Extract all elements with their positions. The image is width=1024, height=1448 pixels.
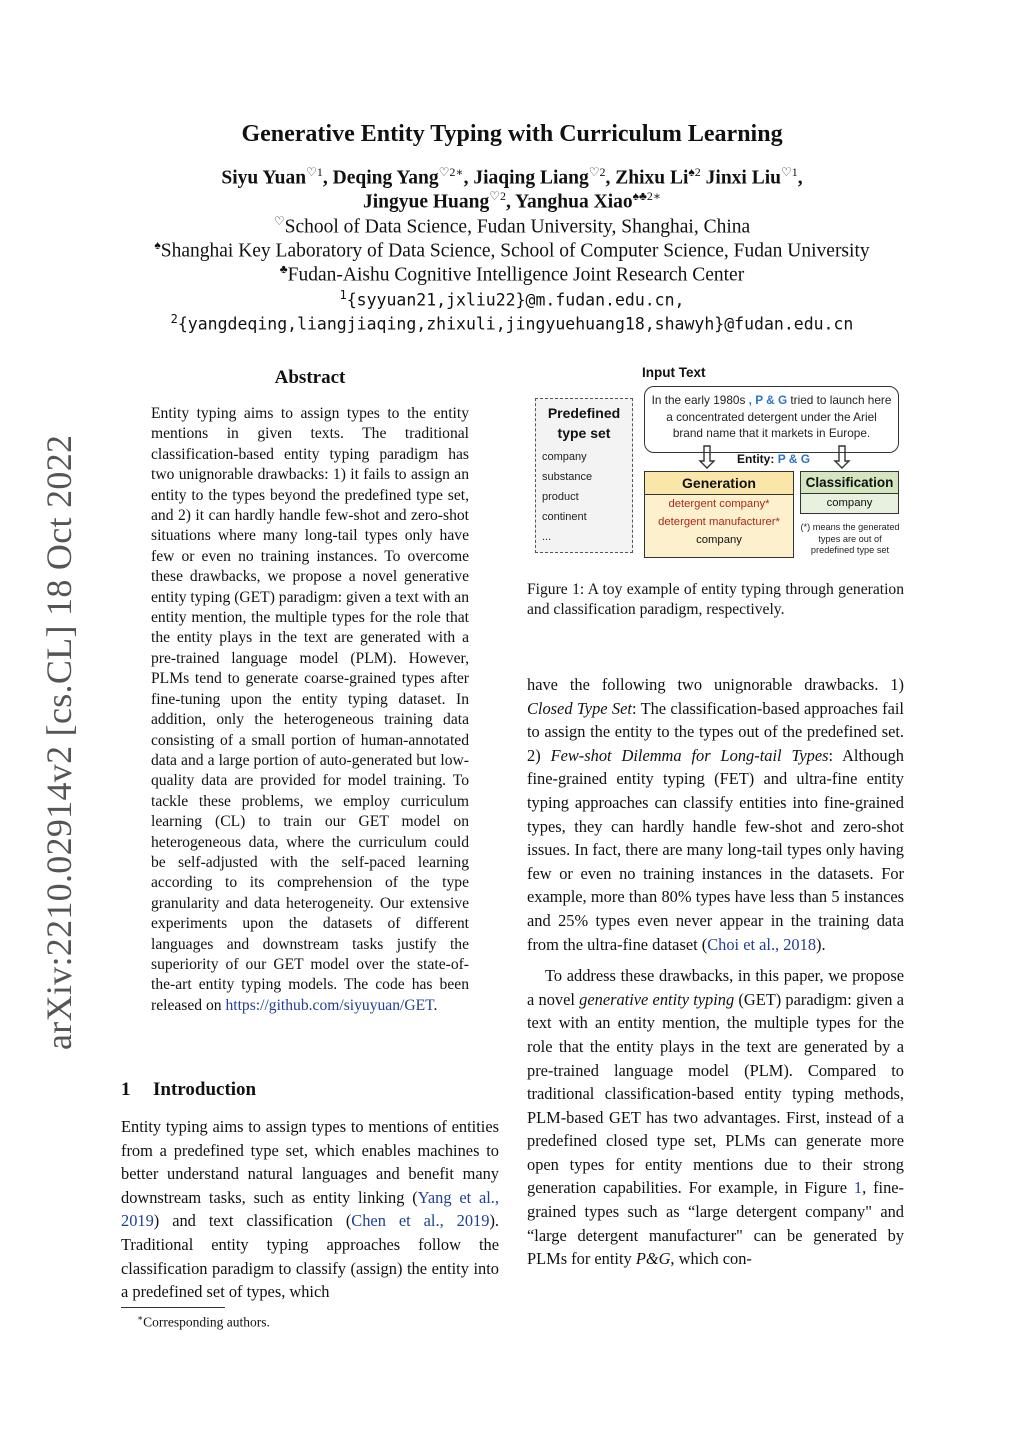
intro-paragraph <box>121 1115 499 1304</box>
footnote-text: Corresponding authors. <box>143 1314 270 1330</box>
input-text: In the early 1980s <box>651 393 749 407</box>
body-text: (GET) paradigm: given a text with an entity mention, the multiple types for the role that the entity plays in the text are generated by a pre-trained language model (PLM). Compared to traditional classification-based entity typing methods, PLM-based GET has two advantages. First, instead of a predefined closed type set, PLMs can generate more open types for entity mentions due to their strong generation capabilities. For example, in Figure <box>527 989 905 1198</box>
abstract-text: Entity typing aims to assign types to the entity mentions in given texts. The traditional classification-based entity typing paradigm has two unignorable drawbacks: 1) it fails to assign an entity to the types beyond the predefined type set, and 2) it can hardly handle few-shot and zero-shot situations where many long-tail types only have few or even no training instances. To overcome these drawbacks, we propose a novel generative entity typing (GET) paradigm: given a text with an entity mention, the multiple types for the role that the entity plays in the text are generated with a pre-trained language model (PLM). However, PLMs tend to generate coarse-grained types after fine-tuning upon the entity typing dataset. In addition, only the heterogeneous training data consisting of a small portion of human-annotated data and a large portion of auto-generated but low-quality data are provided for model training. To tackle these problems, we employ curriculum learning (CL) to train our GET model on heterogeneous data, where the curriculum could be self-adjusted with the self-paced learning according to its comprehension of the type granularity and data heterogeneity. Our extensive experiments upon the datasets of different languages and downstream tasks justify the superiority of our GET model over the state-of-the-art entity typing models. The code has been released on <box>151 405 469 1014</box>
author-mark: ♡2 <box>588 165 606 179</box>
predefined-type-set-box <box>535 398 633 553</box>
classification-heading: Classification <box>801 472 898 494</box>
intro-paragraph <box>527 964 904 1271</box>
introduction-right-column <box>527 673 904 1271</box>
entity-label-text: Entity: <box>737 452 775 466</box>
figure-1 <box>527 360 904 570</box>
author-line-2 <box>0 189 1024 214</box>
code-link[interactable]: https://github.com/siyuyuan/GET <box>225 996 434 1014</box>
entity-value: P & G <box>777 452 811 466</box>
affiliation-text: Shanghai Key Laboratory of Data Science, School of Computer Science, Fudan University <box>160 240 870 262</box>
affiliation-text: Fudan-Aishu Cognitive Intelligence Joint Research Center <box>287 264 745 286</box>
author: Siyu Yuan <box>221 167 307 189</box>
author: , Zhixu Li <box>605 167 689 189</box>
predefined-type: ... <box>542 531 552 543</box>
entity-label <box>737 452 810 466</box>
input-comma: , <box>748 393 752 407</box>
affiliation-text: School of Data Science, Fudan University, Shanghai, China <box>284 216 751 238</box>
author: Jingyue Huang <box>362 191 490 213</box>
email-text: {syyuan21,jxliu22}@m.fudan.edu.cn, <box>346 290 685 310</box>
author-mark: ♠2 <box>688 165 701 179</box>
intro-text: Entity typing aims to assign types to mentions of entities from a predefined type set, which enables machines to better understand natural languages and benefit many downstream tasks, such as entity linking ( <box>121 1117 499 1207</box>
generation-heading: Generation <box>645 472 793 495</box>
figure-reference-link[interactable]: 1 <box>853 1178 863 1198</box>
predefined-type-set-title: Predefined type set <box>547 405 621 441</box>
email-text: {yangdeqing,liangjiaqing,zhixuli,jingyuehuang18,shawyh}@fudan.edu.cn <box>177 314 854 334</box>
email-line-1 <box>0 288 1024 310</box>
author-mark: ♡1 <box>781 165 798 179</box>
email-line-2 <box>0 312 1024 334</box>
author: , Deqing Yang <box>322 167 439 189</box>
predefined-type: company <box>542 451 587 463</box>
predefined-type: product <box>542 491 579 503</box>
abstract-paragraph <box>151 404 469 1016</box>
body-text: , which con- <box>670 1249 752 1269</box>
body-text: , fine-grained types such as “large detergent company" and “large detergent manufacturer" can be generated by PLMs for entity <box>527 1178 905 1269</box>
paper-title: Generative Entity Typing with Curriculum Learning <box>241 121 783 147</box>
citation-link[interactable]: Yang et al., 2019 <box>121 1187 499 1231</box>
body-emphasis: Closed Type Set <box>527 698 632 718</box>
affiliation-3 <box>0 262 1024 287</box>
input-entity: P & G <box>755 393 788 407</box>
body-text: To address these drawbacks, in this paper, we propose a novel <box>527 966 904 1009</box>
email-mark: 1 <box>339 288 347 302</box>
predefined-type: substance <box>542 471 593 483</box>
affiliation-mark: ♡ <box>273 214 285 228</box>
input-text-heading: Input Text <box>642 365 706 380</box>
footnote-rule <box>121 1307 225 1308</box>
citation-link[interactable]: Chen et al., 2019 <box>351 1211 490 1231</box>
generation-box <box>644 471 794 558</box>
section-number: 1 <box>121 1079 131 1100</box>
author: , Yanghua Xiao <box>506 191 633 213</box>
body-text: : The classification-based approaches fail to assign the entity to the types out of the predefined set. 2) <box>527 698 904 765</box>
figure-caption: Figure 1: A toy example of entity typing through generation and classification paradigm, respectively. <box>527 581 904 619</box>
author-separator: , <box>797 167 803 189</box>
body-text: : Although fine-grained entity typing (FET) and ultra-fine entity typing approaches can classify entities into fine-grained types, they can hardly handle few-shot and zero-shot issues. In fact, there are many long-tail types only having few or even no training instances in the datasets. For example, more than 80% types have less than 5 instances and 25% types even never appear in the training data from the ultra-fine dataset ( <box>527 745 904 954</box>
affiliation-2 <box>0 238 1024 263</box>
classified-type: company <box>826 497 873 509</box>
input-text-box <box>644 386 899 453</box>
author: Jinxi Liu <box>700 167 781 189</box>
input-text: tried to launch here a concentrated detergent under the Ariel brand name that it markets in Europe. <box>666 393 892 440</box>
intro-text: ) and text classification ( <box>153 1211 352 1231</box>
body-text: have the following two unignorable drawbacks. 1) <box>527 675 904 694</box>
classification-box <box>800 471 899 514</box>
intro-text: ). Traditional entity typing approaches follow the classification paradigm to classify (assign) the entity into a predefined set of types, which <box>121 1211 499 1302</box>
body-emphasis: generative entity typing <box>579 989 735 1009</box>
email-mark: 2 <box>170 312 178 326</box>
arxiv-identifier-stamp: arXiv:2210.02914v2 [cs.CL] 18 Oct 2022 <box>39 434 79 1050</box>
footnote <box>137 1313 270 1331</box>
abstract-text-end: . <box>433 996 438 1014</box>
introduction-left-column <box>121 1115 499 1304</box>
abstract-body <box>151 404 469 1016</box>
author-mark: ♠♣2∗ <box>632 189 662 203</box>
section-heading-introduction <box>121 1079 256 1101</box>
generated-type: company <box>696 534 742 546</box>
figure-note: (*) means the generated types are out of predefined type set <box>800 522 900 555</box>
generated-type: detergent company* <box>668 498 770 510</box>
abstract-heading: Abstract <box>274 367 346 388</box>
author-mark: ♡1 <box>306 165 323 179</box>
body-text: ). <box>816 934 826 954</box>
predefined-type: continent <box>542 511 587 523</box>
affiliation-1 <box>0 214 1024 239</box>
section-title: Introduction <box>153 1079 257 1100</box>
author-mark: ♡2 <box>489 189 506 203</box>
generated-type: detergent manufacturer* <box>658 516 780 528</box>
affiliation-mark: ♣ <box>279 262 288 276</box>
citation-link[interactable]: Choi et al., 2018 <box>707 934 817 954</box>
intro-paragraph <box>527 673 904 956</box>
author-mark: ♡2∗ <box>438 165 464 179</box>
footnote-mark: ∗ <box>137 1313 144 1323</box>
author: , Jiaqing Liang <box>463 167 589 189</box>
body-emphasis: P&G <box>635 1249 671 1269</box>
body-emphasis: Few-shot Dilemma for Long-tail Types <box>550 745 829 765</box>
author-line-1 <box>0 165 1024 190</box>
affiliation-mark: ♠ <box>154 238 161 252</box>
